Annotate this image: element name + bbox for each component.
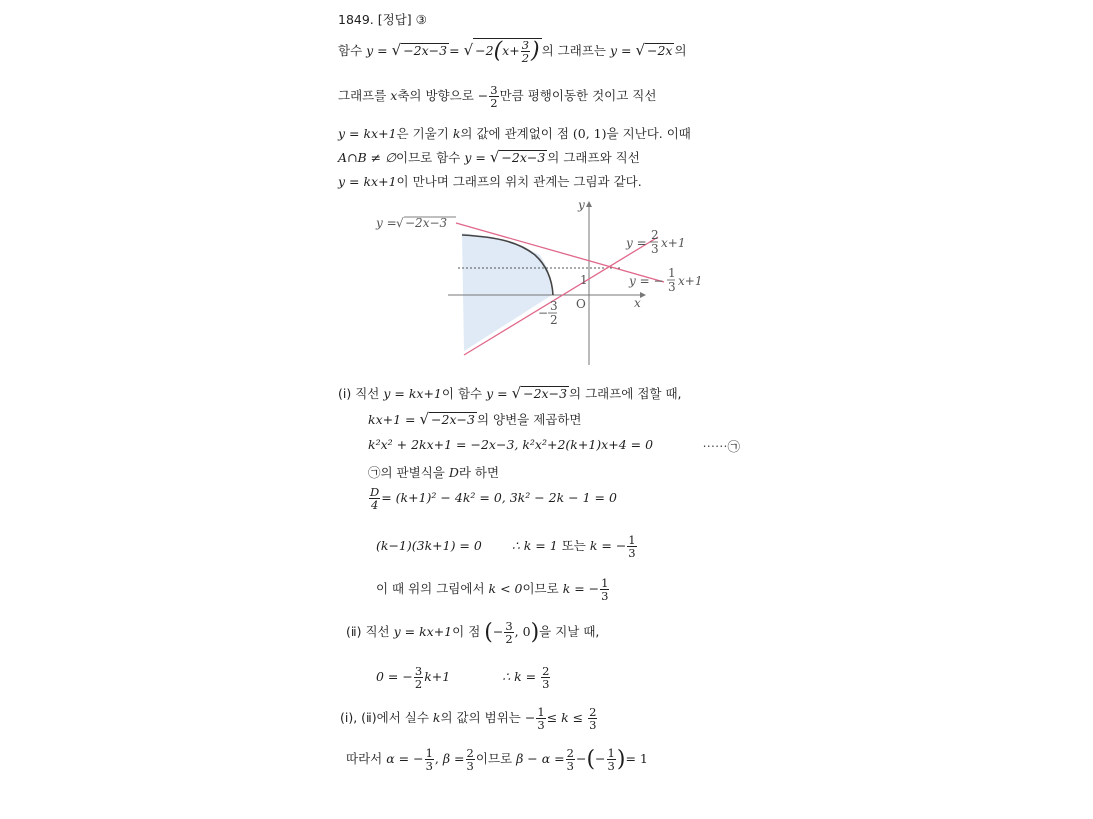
math: k	[432, 710, 441, 726]
fraction	[425, 747, 434, 772]
case1-step5	[376, 534, 638, 559]
den: 3	[537, 718, 545, 733]
num: 2	[542, 664, 550, 678]
text: ㉠의 판별식을	[368, 465, 445, 480]
case1-step4	[368, 486, 617, 511]
math: α = −	[386, 751, 424, 767]
text: 의 값에 관계없이 점	[460, 126, 569, 141]
text: 의	[674, 43, 687, 59]
case2-title	[346, 620, 599, 645]
case1-step3	[368, 463, 499, 481]
math: y =	[366, 43, 392, 59]
x-axis-label: x	[634, 296, 641, 310]
paren: (	[493, 38, 503, 64]
num: 2	[589, 705, 597, 719]
math: k = −	[562, 581, 600, 597]
math: k²x² + 2kx+1 = −2x−3, k²x²+2(k+1)x+4 = 0	[368, 437, 654, 452]
line2-label-den: 3	[668, 280, 676, 294]
paren: (	[586, 747, 596, 773]
math: k = −	[589, 538, 627, 554]
text: 함수	[338, 43, 363, 59]
fraction	[607, 747, 616, 772]
paren: )	[531, 38, 540, 64]
shaded-region	[462, 233, 552, 351]
fraction	[466, 747, 475, 772]
text: (ⅰ), (ⅱ)에서 실수	[340, 710, 429, 726]
line1-label-num: 2	[651, 228, 659, 242]
den: 3	[466, 759, 474, 774]
text: 의 그래프에 접할 때,	[569, 386, 682, 401]
math: ,	[434, 751, 439, 767]
intro-line-3	[338, 124, 691, 142]
origin-label: O	[576, 297, 586, 311]
text: 이므로	[522, 581, 559, 597]
den: 3	[542, 677, 550, 692]
text: (ⅰ) 직선	[338, 386, 380, 401]
fraction	[504, 620, 513, 645]
num: 1	[628, 533, 636, 547]
fraction	[600, 577, 609, 602]
paren: )	[530, 620, 540, 646]
case1-step2	[368, 437, 740, 452]
math: (0, 1)	[572, 126, 607, 141]
den: 2	[521, 51, 530, 66]
radical-sign: √	[419, 410, 430, 428]
text: 이 만나며 그래프의 위치 관계는 그림과 같다.	[396, 174, 642, 189]
fraction	[489, 84, 498, 109]
math: y =	[464, 150, 490, 165]
text: 이므로	[475, 751, 513, 767]
math: y = kx+1	[338, 126, 397, 141]
radicand: −2x−3	[501, 150, 546, 165]
num: D	[370, 485, 380, 499]
math: y = kx+1	[338, 174, 397, 189]
num: 3	[521, 38, 530, 52]
math: x	[390, 88, 398, 104]
text: 이 점	[452, 624, 481, 640]
text: 그래프를	[338, 88, 387, 104]
text: 의 값의 범위는	[440, 710, 521, 726]
text: 의 그래프와 직선	[547, 150, 640, 165]
intro-line-2	[338, 84, 656, 109]
text: 따라서	[346, 751, 383, 767]
curve-label-radicand: −2x−3	[405, 216, 448, 230]
text: 의 양변을 제곱하면	[476, 412, 582, 427]
den: 3	[601, 589, 609, 604]
math: −	[575, 751, 587, 767]
text: 만큼 평행이동한 것이고 직선	[499, 88, 657, 104]
text: 을 지날 때,	[539, 624, 600, 640]
text: 라 하면	[458, 465, 500, 480]
text: 이 때 위의 그림에서	[376, 581, 485, 597]
radical-sign: √	[635, 41, 645, 60]
xint-label-den: 2	[550, 313, 558, 327]
num: 1	[537, 705, 545, 719]
fraction	[627, 534, 636, 559]
radicand: −2x−3	[403, 43, 448, 59]
math: y = kx+1	[393, 624, 453, 640]
num: 1	[607, 746, 615, 760]
math: ∴ k =	[502, 669, 537, 685]
math: kx+1 =	[368, 412, 420, 427]
math: x+	[502, 43, 520, 59]
xint-label-num: 3	[550, 299, 558, 313]
math: ≤ k ≤	[546, 710, 584, 726]
text: (ⅱ) 직선	[346, 624, 390, 640]
xint-label-sign: −	[538, 306, 549, 320]
text: 이 함수	[441, 386, 483, 401]
den: 3	[607, 759, 615, 774]
line1-label-post: x+1	[661, 236, 686, 250]
line2-label-pre: y = −	[629, 274, 664, 288]
num: 3	[414, 664, 423, 678]
den: 2	[414, 677, 423, 692]
fraction	[536, 706, 545, 731]
math: −	[477, 88, 489, 104]
text: 이므로 함수	[396, 150, 461, 165]
math: A∩B ≠ ∅	[338, 150, 396, 165]
radicand: −2x−3	[523, 386, 568, 401]
math: 0 = −	[376, 669, 413, 685]
radical-sign: √	[463, 41, 474, 60]
math: −	[524, 710, 536, 726]
radical-sign: √	[391, 41, 402, 60]
math: y =	[486, 386, 512, 401]
num: 1	[601, 576, 609, 590]
text: 축의 방향으로	[397, 88, 474, 104]
radicand: −2x−3	[431, 412, 475, 427]
text: 또는	[561, 538, 586, 554]
den: 3	[589, 718, 597, 733]
radical-sign: √	[511, 384, 522, 402]
y-axis-label: y	[578, 198, 585, 212]
curve-label-radical: √	[396, 216, 404, 230]
num: 1	[425, 746, 433, 760]
math: y = kx+1	[383, 386, 442, 401]
text: 은 기울기	[396, 126, 449, 141]
math: −2	[475, 43, 494, 59]
case1-title	[338, 384, 682, 402]
answer-header	[338, 10, 427, 28]
den: 2	[490, 96, 498, 111]
equation-marker: ⋯⋯㉠	[702, 439, 740, 454]
math: = (k+1)² − 4k² = 0, 3k² − 2k − 1 = 0	[381, 490, 617, 506]
case2-step1	[376, 665, 551, 690]
range-summary	[340, 706, 598, 731]
num: 3	[490, 83, 498, 97]
line1-label-pre: y =	[626, 236, 647, 250]
math: −	[492, 624, 504, 640]
intro-line-4	[338, 148, 640, 166]
paren: )	[616, 747, 626, 773]
den: 3	[566, 759, 574, 774]
y-intercept-label: 1	[580, 273, 588, 287]
den: 4	[370, 498, 379, 513]
function-graph	[370, 197, 715, 369]
fraction	[521, 39, 530, 64]
math: , 0	[514, 624, 531, 640]
math: =	[449, 43, 460, 59]
math: = 1	[625, 751, 648, 767]
num: 3	[505, 619, 513, 633]
math: y =	[609, 43, 636, 59]
y-axis-arrow	[586, 201, 592, 207]
num: 2	[466, 746, 474, 760]
math: −	[595, 751, 606, 767]
line2-label-num: 1	[668, 266, 676, 280]
text: 을 지난다. 이때	[606, 126, 691, 141]
fraction	[369, 486, 380, 511]
math: D	[448, 465, 459, 480]
radicand: −2x	[647, 43, 673, 59]
paren: (	[484, 620, 493, 646]
x-axis-arrow	[640, 292, 646, 298]
math: β =	[442, 751, 465, 767]
curve-label-eq: y =	[376, 216, 397, 230]
math: k+1	[424, 669, 451, 685]
math: β − α =	[516, 751, 565, 767]
den: 3	[425, 759, 433, 774]
den: 3	[628, 546, 636, 561]
intro-line-1	[338, 38, 687, 64]
num: 2	[566, 746, 574, 760]
math: (k−1)(3k+1) = 0	[376, 538, 482, 554]
math: ∴ k = 1	[511, 538, 558, 554]
text: 의 그래프는	[541, 43, 606, 59]
answer-header-text: 1849. [정답] ③	[338, 12, 427, 27]
den: 2	[505, 632, 513, 647]
case1-step6	[376, 577, 610, 602]
radicand-composite	[473, 38, 541, 64]
math: k < 0	[488, 581, 523, 597]
intro-line-5	[338, 172, 642, 190]
line2-label-post: x+1	[678, 274, 703, 288]
fraction	[541, 665, 550, 690]
fraction	[588, 706, 597, 731]
final-answer	[346, 747, 648, 772]
fraction	[414, 665, 423, 690]
math: k	[452, 126, 461, 141]
line1-label-den: 3	[651, 242, 659, 256]
fraction	[566, 747, 575, 772]
radical-sign: √	[489, 148, 500, 166]
case1-step1	[368, 410, 582, 428]
